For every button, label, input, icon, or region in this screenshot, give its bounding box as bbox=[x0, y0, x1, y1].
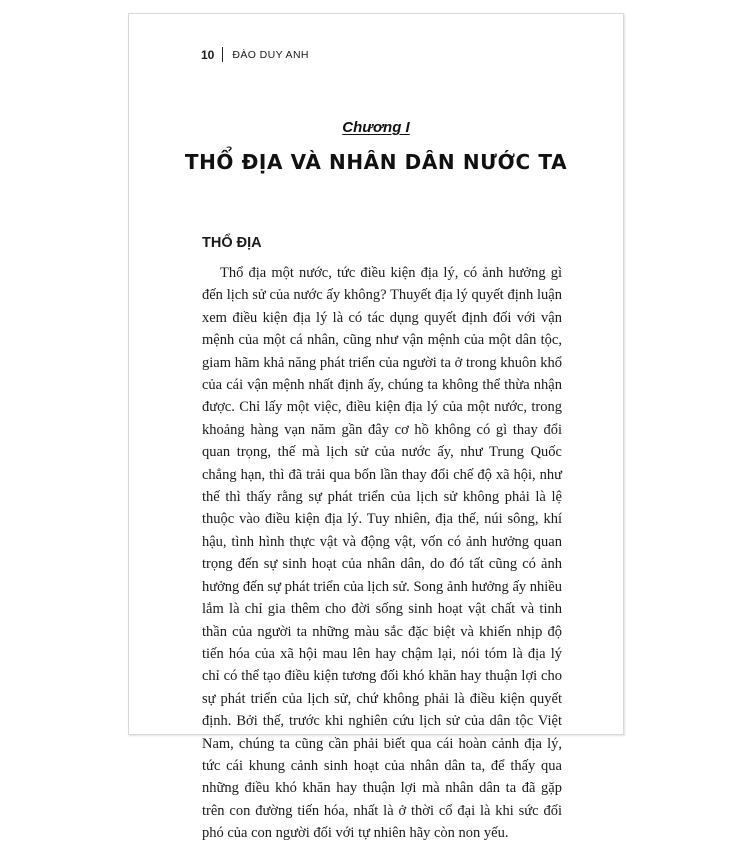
page-number: 10 bbox=[201, 47, 215, 62]
body-paragraph: Thổ địa một nước, tức điều kiện địa lý, có ảnh hưởng gì đến lịch sử của nước ấy không? Thuyết địa lý quyết định luận xem điều kiện địa lý là có tác dụng quyết định đối với vận mệnh của một cá nhân, cũng như vận mệnh của một dân tộc, giam hãm khả năng phát triển của người ta ở trong khuôn khổ của cái vận mệnh nhất định ấy, chúng ta không thể thừa nhận được. Chỉ lấy một việc, điều kiện địa lý của một nước, trong khoảng hàng vạn năm gần đây cơ hồ không có gì thay đổi quan trọng, thế mà lịch sử của nước ấy, như Trung Quốc chẳng hạn, thì đã trải qua bốn lần thay đổi chế độ xã hội, như thế thì thấy rằng sự phát triển của lịch sử không phải là lệ thuộc vào điều kiện địa lý. Tuy nhiên, địa thế, núi sông, khí hậu, tình hình thực vật và động vật, vốn có ảnh hưởng quan trọng đến sự sinh hoạt của nhân dân, do đó tất cũng có ảnh hưởng đến sự phát triển của lịch sử. Song ảnh hưởng ấy nhiều lắm là chỉ gia thêm cho đời sống sinh hoạt vật chất và tinh thần của người ta những màu sắc đặc biệt và khiến nhịp độ tiến hóa của xã hội mau lên hay chậm lại, nói tóm là địa lý chỉ có thể tạo điều kiện tương đối khó khăn hay thuận lợi cho sự phát triển của lịch sử, chứ không phải là điều kiện quyết định. Bởi thế, trước khi nghiên cứu lịch sử của dân tộc Việt Nam, chúng ta cũng cần phải biết qua cái hoàn cảnh địa lý, tức cái khung cảnh sinh hoạt của nhân dân ta, để thấy qua những điều khó khăn hay thuận lợi mà nhân dân ta đã gặp trên con đường tiến hóa, nhất là ở thời cổ đại là khi sức đối phó của con người đối với tự nhiên hãy còn non yếu. bbox=[202, 265, 562, 842]
book-page bbox=[128, 13, 624, 842]
header-divider bbox=[222, 47, 223, 62]
page-header bbox=[201, 47, 309, 62]
chapter-title: THỔ ĐỊA VÀ NHÂN DÂN NƯỚC TA bbox=[184, 150, 568, 174]
running-head: ĐÀO DUY ANH bbox=[232, 48, 309, 61]
section-heading: THỔ ĐỊA bbox=[202, 235, 262, 251]
chapter-label: Chương I bbox=[342, 119, 410, 136]
